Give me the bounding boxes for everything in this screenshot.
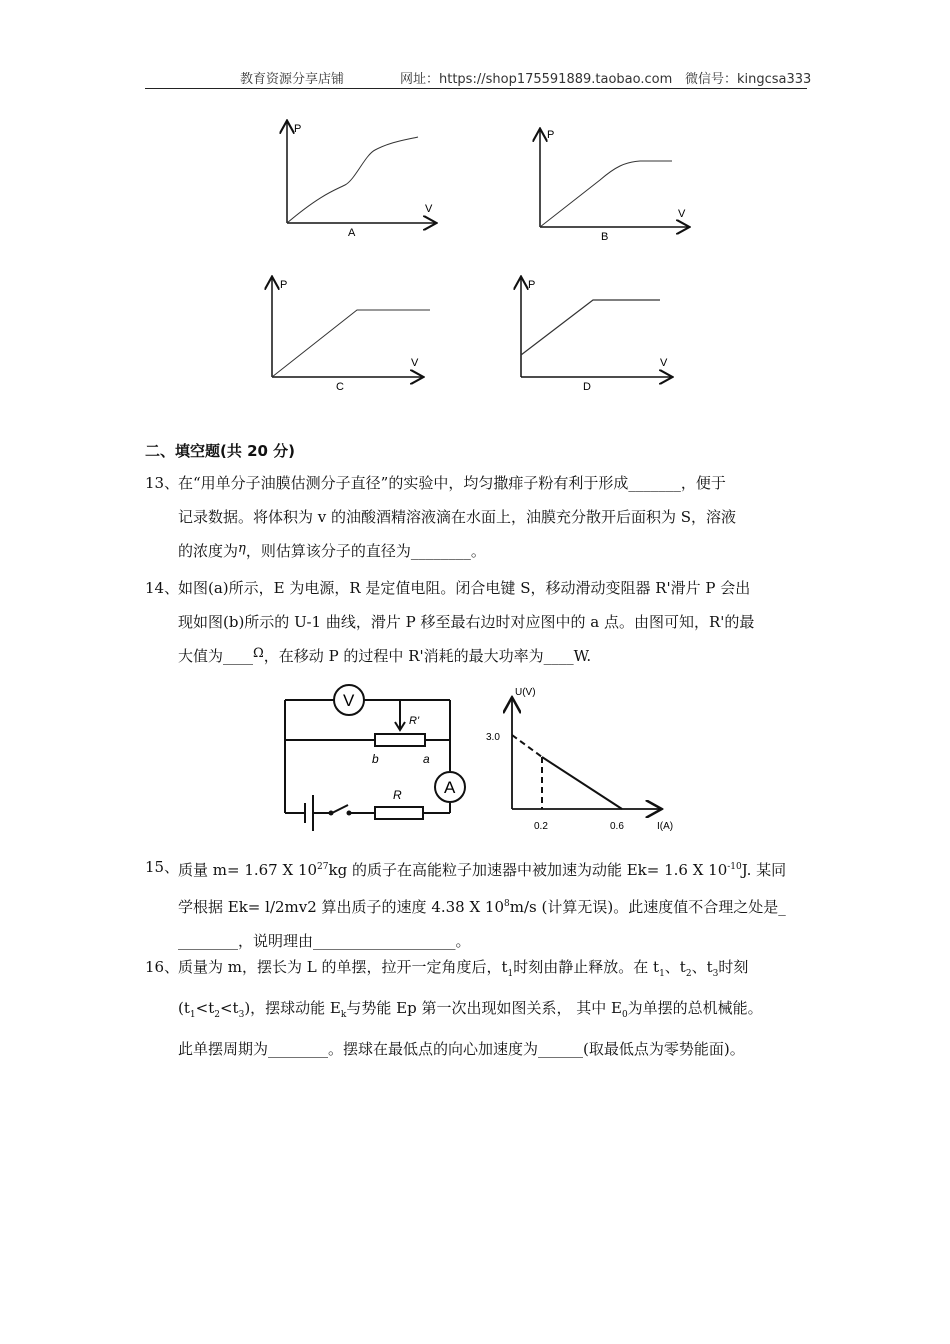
ui-xlabel: I(A) xyxy=(657,821,674,832)
graph-d-v-label: V xyxy=(660,357,668,369)
question-13 xyxy=(145,466,810,570)
graph-c-p-label: P xyxy=(280,279,288,291)
circuit-diagram xyxy=(275,683,475,833)
graph-d-p-label: P xyxy=(528,279,536,291)
graph-b-name: B xyxy=(601,231,609,243)
omega-symbol: Ω xyxy=(253,646,264,661)
question-14 xyxy=(145,571,810,675)
q16-line1: 质量为 m，摆长为 L 的单摆，拉开一定角度后，$t_1$时刻由静止释放。在 $t_1$、$t_2$、$t_3$时刻 xyxy=(178,958,749,979)
resistor-body xyxy=(375,807,423,819)
ui-dashed-segment xyxy=(512,735,542,757)
q15-line3: ________，说明理由___________________。 xyxy=(178,932,471,950)
graph-b xyxy=(540,129,688,243)
voltmeter-label: V xyxy=(343,691,355,710)
q13-line3: 的浓度为η，则估算该分子的直径为________。 xyxy=(178,541,486,560)
question-16 xyxy=(145,950,810,1066)
point-a-label: a xyxy=(423,752,430,766)
graph-a-v-label: V xyxy=(425,203,433,215)
header-url: 网址：https://shop175591889.taobao.com xyxy=(400,72,673,87)
pv-graphs-figure xyxy=(260,110,700,400)
q13-line1: 在“用单分子油膜估测分子直径”的实验中，均匀撒痱子粉有利于形成_______，便于 xyxy=(178,474,726,492)
q14-line3: 大值为____Ω，在移动 P 的过程中 R'消耗的最大功率为____W. xyxy=(178,646,592,665)
question-15 xyxy=(145,850,810,958)
ui-solid-line xyxy=(542,757,622,809)
graph-a xyxy=(287,122,435,239)
graph-c xyxy=(272,278,430,393)
q13-line2: 记录数据。将体积为 v 的油酸酒精溶液滴在水面上，油膜充分散开后面积为 S，溶液 xyxy=(178,508,737,526)
ui-ytick-3: 3.0 xyxy=(486,732,500,743)
q14-number: 14、 xyxy=(145,579,180,597)
q14-line2: 现如图(b)所示的 U-1 曲线，滑片 P 移至最右边时对应图中的 a 点。由图可知，R'的最 xyxy=(178,613,755,631)
point-b-label: b xyxy=(372,752,379,766)
graph-c-name: C xyxy=(336,381,344,393)
graph-c-v-label: V xyxy=(411,357,419,369)
header-shop: 教育资源分享店铺 xyxy=(240,72,345,87)
header-wechat: 微信号：kingcsa333 xyxy=(685,72,812,87)
ui-xtick-0-6: 0.6 xyxy=(610,821,624,832)
q16-number: 16、 xyxy=(145,958,180,976)
q16-line2: $(t_1<t_2<t_3)$，摆球动能 $E_k$与势能 Ep 第一次出现如图关系， 其中 $E_0$为单摆的总机械能。 xyxy=(178,999,763,1020)
ui-ylabel: U(V) xyxy=(515,687,536,698)
q13-number: 13、 xyxy=(145,474,180,492)
ammeter-label: A xyxy=(444,778,456,797)
resistor-label: R xyxy=(393,788,402,802)
rprime-label: R' xyxy=(409,715,420,727)
eta-symbol: η xyxy=(238,541,246,556)
ui-xtick-0-2: 0.2 xyxy=(534,821,548,832)
q15-number: 15、 xyxy=(145,858,180,876)
graph-a-p-label: P xyxy=(294,123,302,135)
ui-graph xyxy=(482,683,682,833)
graph-d xyxy=(521,278,671,393)
q14-line1: 如图(a)所示，E 为电源，R 是定值电阻。闭合电键 S，移动滑动变阻器 R'滑片 P 会出 xyxy=(178,579,751,597)
section-title: 二、填空题(共 20 分) xyxy=(145,442,296,460)
graph-a-name: A xyxy=(348,227,356,239)
graph-b-p-label: P xyxy=(547,129,555,141)
graph-b-v-label: V xyxy=(678,208,686,220)
q16-line3: 此单摆周期为________。摆球在最低点的向心加速度为______(取最低点为零势能面)。 xyxy=(178,1040,745,1058)
page-header xyxy=(145,66,812,89)
q15-line2: 学根据 Ek= l/2mv2 算出质子的速度 4.38 X $10^8m/s$ (计算无误)。此速度值不合理之处是_ xyxy=(178,898,786,916)
q15-line1: 质量 m= 1.67 X $10^{27}kg$ 的质子在高能粒子加速器中被加速为动能 Ek= 1.6 X $10^{-10}J$. 某同 xyxy=(178,861,787,879)
graph-d-name: D xyxy=(583,381,591,393)
rheostat-body xyxy=(375,734,425,746)
